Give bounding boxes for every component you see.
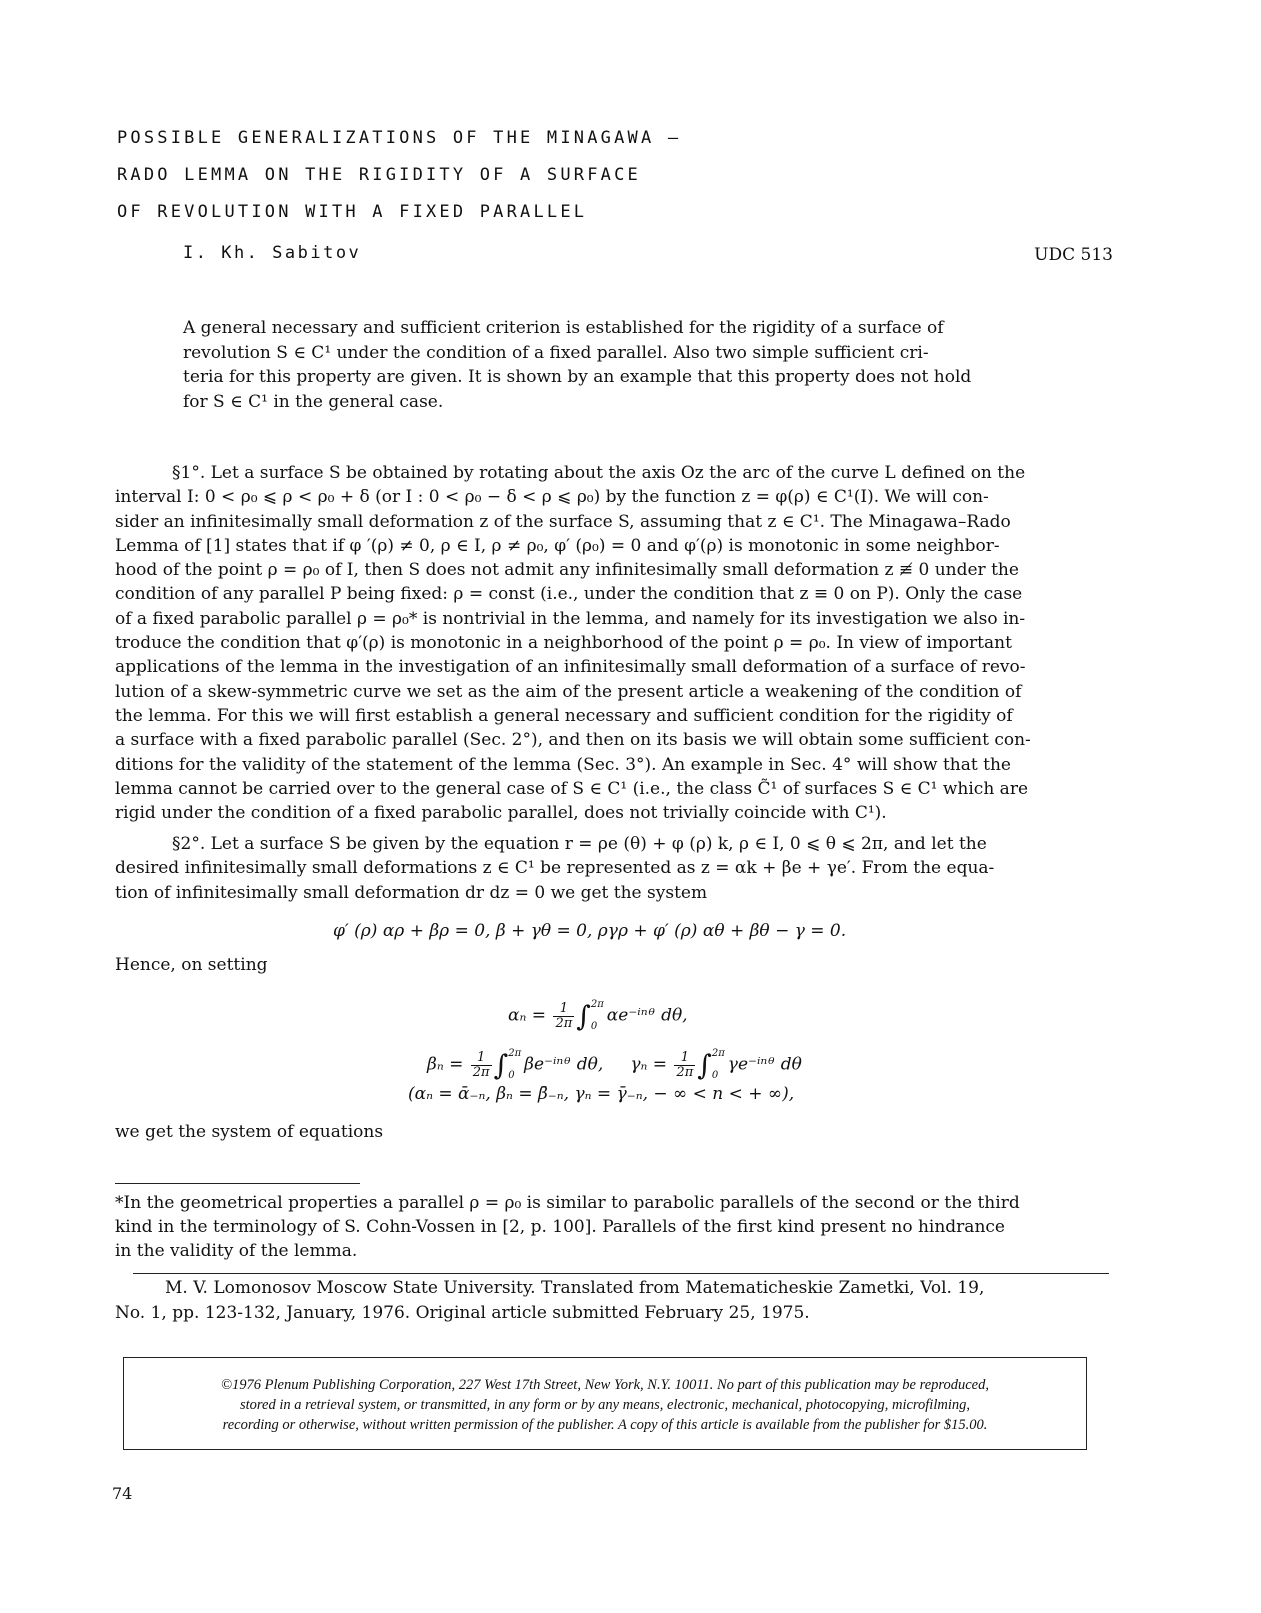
footnote-line: kind in the terminology of S. Cohn-Vossen in [2, p. 100]. Parallels of the first kind present no hindrance bbox=[115, 1217, 1005, 1237]
copyright-line: recording or otherwise, without written permission of the publisher. A copy of this article is available from the publisher for $15.00. bbox=[222, 1417, 988, 1433]
title-line-2: RADO LEMMA ON THE RIGIDITY OF A SURFACE bbox=[117, 165, 641, 185]
paragraph-line: troduce the condition that φ′(ρ) is monotonic in a neighborhood of the point ρ = ρ₀. In view of important bbox=[115, 633, 1012, 654]
equation-system: φ′ (ρ) αρ + βρ = 0, β + γθ = 0, ργρ + φ′ (ρ) αθ + βθ − γ = 0. bbox=[333, 921, 847, 941]
fraction: $\frac{1}{2\pi}$ bbox=[676, 1049, 694, 1080]
abstract-line: revolution S ∈ C¹ under the condition of a fixed parallel. Also two simple sufficient cri- bbox=[183, 342, 929, 363]
paragraph-line: Lemma of [1] states that if φ ′(ρ) ≠ 0, ρ ∈ I, ρ ≠ ρ₀, φ′ (ρ₀) = 0 and φ′(ρ) is monotonic in some neighbor- bbox=[115, 535, 1000, 556]
udc-code: UDC 513 bbox=[1034, 245, 1113, 265]
paragraph-line: the lemma. For this we will first establish a general necessary and sufficient condition for the rigidity of bbox=[115, 705, 1013, 726]
section-1-paragraph bbox=[115, 461, 1115, 825]
paragraph-line: of a fixed parabolic parallel ρ = ρ₀* is nontrivial in the lemma, and namely for its investigation we also in- bbox=[115, 608, 1026, 629]
fraction: $\frac{1}{2\pi}$ bbox=[555, 1000, 573, 1031]
gamma-n-lhs: γₙ = bbox=[630, 1054, 668, 1075]
abstract-line: for S ∈ C¹ in the general case. bbox=[183, 391, 444, 412]
paragraph-line: desired infinitesimally small deformations z ∈ C¹ be represented as z = αk + βe + γe′. From the equa- bbox=[115, 858, 995, 879]
integral-limits: 2π 0 bbox=[508, 1048, 522, 1081]
integral-limits: 2π 0 bbox=[711, 1048, 725, 1081]
footnote-line: *In the geometrical properties a parallel ρ = ρ₀ is similar to parabolic parallels of the second or the third bbox=[115, 1193, 1020, 1213]
footnote-line: in the validity of the lemma. bbox=[115, 1241, 358, 1261]
paragraph-line: §1°. Let a surface S be obtained by rotating about the axis Oz the arc of the curve L defined on the bbox=[172, 463, 1026, 483]
page-number: 74 bbox=[112, 1484, 133, 1503]
footnote-divider bbox=[115, 1183, 360, 1184]
paragraph-line: sider an infinitesimally small deformation z of the surface S, assuming that z ∈ C¹. The Minagawa–Rado bbox=[115, 511, 1011, 532]
abstract-line: A general necessary and sufficient criterion is established for the rigidity of a surface of bbox=[183, 318, 944, 338]
paragraph-line: ditions for the validity of the statement of the lemma (Sec. 3°). An example in Sec. 4° will show that the bbox=[115, 754, 1011, 775]
paragraph-line: §2°. Let a surface S be given by the equation r = ρe (θ) + φ (ρ) k, ρ ∈ I, 0 ⩽ θ ⩽ 2π, and let the bbox=[172, 834, 987, 854]
section-2-paragraph bbox=[115, 832, 1115, 905]
copyright-line: ©1976 Plenum Publishing Corporation, 227 West 17th Street, New York, N.Y. 10011. No part of this publication may be reproduced, bbox=[221, 1377, 989, 1393]
alpha-n-rhs: αe⁻ⁱⁿᶿ dθ, bbox=[606, 1005, 688, 1026]
copyright-box bbox=[123, 1357, 1087, 1450]
gamma-n-rhs: γe⁻ⁱⁿᶿ dθ bbox=[727, 1054, 802, 1075]
paragraph-line: interval I: 0 < ρ₀ ⩽ ρ < ρ₀ + δ (or I : 0 < ρ₀ − δ < ρ ⩽ ρ₀) by the function z = φ(ρ) ∈ C¹(I). We will con- bbox=[115, 487, 989, 508]
affiliation-divider bbox=[133, 1273, 1109, 1274]
integral-sign: ∫ bbox=[576, 999, 591, 1033]
equation-conditions: (αₙ = ᾱ₋ₙ, βₙ = β̄₋ₙ, γₙ = γ̄₋ₙ, − ∞ < n < + ∞), bbox=[408, 1084, 795, 1104]
paragraph-line: hood of the point ρ = ρ₀ of I, then S does not admit any infinitesimally small deformation z ≢ 0 under the bbox=[115, 560, 1019, 581]
integral-sign: ∫ bbox=[697, 1048, 712, 1082]
fraction: $\frac{1}{2\pi}$ bbox=[472, 1049, 490, 1080]
paragraph-line: lemma cannot be carried over to the general case of S ∈ C¹ (i.e., the class C̃¹ of surfaces S ∈ C¹ which are bbox=[115, 778, 1029, 799]
beta-n-lhs: βₙ = bbox=[427, 1054, 464, 1075]
equation-alpha-n bbox=[508, 994, 688, 1038]
paragraph-line: tion of infinitesimally small deformation dr dz = 0 we get the system bbox=[115, 882, 708, 903]
integral-sign: ∫ bbox=[493, 1048, 509, 1082]
paragraph-line: a surface with a fixed parabolic parallel (Sec. 2°), and then on its basis we will obtain some sufficient con- bbox=[115, 730, 1031, 751]
paragraph-line: lution of a skew-symmetric curve we set as the aim of the present article a weakening of the condition of bbox=[115, 681, 1022, 702]
hence-text: Hence, on setting bbox=[115, 955, 268, 975]
abstract bbox=[183, 316, 1053, 414]
we-get-text: we get the system of equations bbox=[115, 1122, 384, 1142]
alpha-n-lhs: αₙ = bbox=[508, 1005, 547, 1026]
affiliation bbox=[115, 1276, 1115, 1326]
paper-title bbox=[117, 120, 877, 231]
abstract-line: teria for this property are given. It is shown by an example that this property does not hold bbox=[183, 367, 972, 387]
affiliation-line: M. V. Lomonosov Moscow State University. Translated from Matematicheskie Zametki, Vol. 19, bbox=[165, 1278, 985, 1298]
copyright-line: stored in a retrieval system, or transmitted, in any form or by any means, electronic, mechanical, photocopying, microfilming, bbox=[240, 1397, 970, 1413]
title-line-1: POSSIBLE GENERALIZATIONS OF THE MINAGAWA – bbox=[117, 128, 682, 148]
title-line-3: OF REVOLUTION WITH A FIXED PARALLEL bbox=[117, 202, 588, 222]
integral-limits: 2π 0 bbox=[590, 999, 604, 1032]
paragraph-line: rigid under the condition of a fixed parabolic parallel, does not trivially coincide with C¹). bbox=[115, 803, 887, 824]
author-name: I. Kh. Sabitov bbox=[183, 243, 362, 263]
equation-beta-gamma-n bbox=[427, 1043, 802, 1087]
paragraph-line: applications of the lemma in the investigation of an infinitesimally small deformation of a surface of revo- bbox=[115, 657, 1026, 678]
paragraph-line: condition of any parallel P being fixed: ρ = const (i.e., under the condition that z ≡ 0 on P). Only the case bbox=[115, 584, 1023, 605]
footnote bbox=[115, 1191, 1115, 1263]
beta-n-rhs: βe⁻ⁱⁿᶿ dθ, bbox=[524, 1054, 604, 1075]
affiliation-line: No. 1, pp. 123-132, January, 1976. Original article submitted February 25, 1975. bbox=[115, 1303, 810, 1323]
